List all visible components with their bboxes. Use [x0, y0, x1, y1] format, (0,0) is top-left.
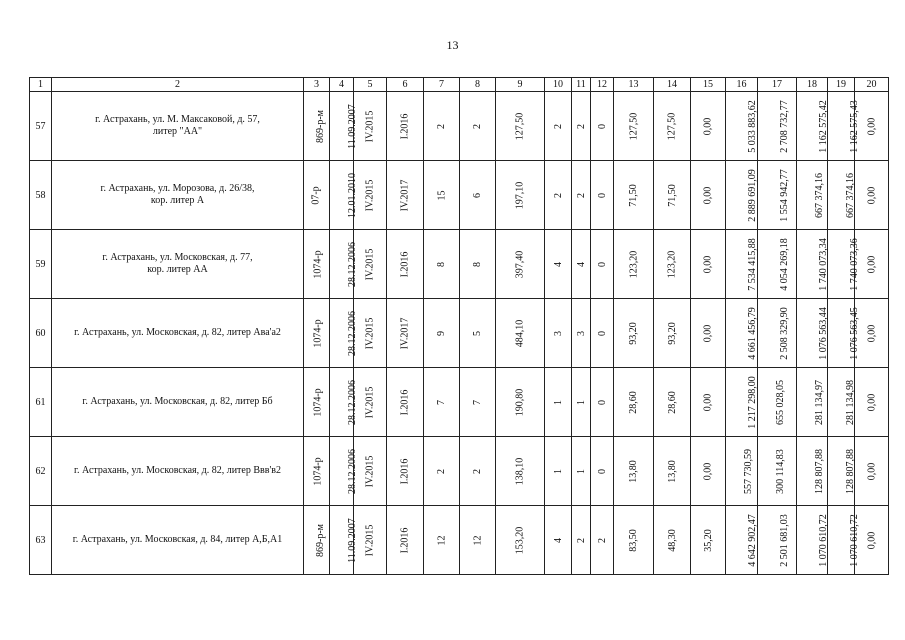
- cell-value: 0,00: [702, 186, 714, 204]
- data-cell: [855, 161, 889, 230]
- cell-value: 13,80: [628, 459, 639, 483]
- cell-value: 281 134,97: [814, 379, 825, 425]
- data-cell: [304, 299, 330, 368]
- data-cell: [614, 161, 654, 230]
- cell-value: 4 642 902,47: [746, 513, 758, 567]
- data-cell: [424, 230, 460, 299]
- header-cell: 7: [424, 78, 460, 92]
- cell-value: 0,00: [866, 393, 877, 411]
- data-cell: [545, 92, 572, 161]
- address-cell: г. Астрахань, ул. Морозова, д. 26/38, кор. литер А: [52, 161, 304, 230]
- cell-value: 0,00: [702, 393, 714, 411]
- data-cell: [591, 92, 614, 161]
- cell-value: 4 661 456,79: [746, 306, 758, 360]
- data-cell: [304, 230, 330, 299]
- cell-value: IV.2015: [364, 179, 376, 211]
- data-cell: [304, 368, 330, 437]
- cell-value: 2: [436, 123, 447, 129]
- cell-value: 1 554 942,77: [778, 168, 790, 222]
- data-cell: [572, 230, 591, 299]
- row-number: 61: [30, 368, 52, 437]
- cell-value: 2: [575, 192, 587, 198]
- data-cell: [460, 368, 496, 437]
- cell-value: 1 070 610,72: [848, 513, 860, 567]
- data-cell: [797, 368, 828, 437]
- data-cell: [354, 299, 387, 368]
- cell-value: I.2016: [399, 458, 411, 484]
- cell-value: 1074-р: [312, 318, 324, 348]
- data-cell: [545, 161, 572, 230]
- data-cell: [828, 368, 855, 437]
- table-row: [30, 92, 889, 161]
- data-cell: [496, 92, 545, 161]
- cell-value: 0: [596, 330, 608, 336]
- data-cell: [691, 368, 726, 437]
- header-cell: 9: [496, 78, 545, 92]
- data-cell: [330, 506, 358, 575]
- cell-value: 28.12.2006: [347, 241, 358, 287]
- cell-value: 83,50: [628, 528, 639, 552]
- cell-value: 2 501 681,03: [778, 513, 790, 567]
- cell-value: IV.2017: [399, 317, 411, 349]
- data-cell: [691, 299, 726, 368]
- data-cell: [387, 299, 424, 368]
- data-cell: [758, 230, 797, 299]
- data-cell: [758, 161, 797, 230]
- cell-value: 197,10: [514, 181, 526, 209]
- data-cell: [691, 437, 726, 506]
- data-cell: [726, 368, 758, 437]
- table-row: [30, 437, 889, 506]
- cell-value: IV.2015: [364, 248, 376, 280]
- cell-value: 1 217 298,00: [746, 375, 758, 429]
- data-cell: [354, 437, 387, 506]
- data-cell: [691, 161, 726, 230]
- header-cell: 18: [797, 78, 828, 92]
- cell-value: 12.01.2010: [347, 172, 358, 218]
- data-cell: [354, 92, 387, 161]
- data-cell: [797, 161, 828, 230]
- table-row: [30, 161, 889, 230]
- data-cell: [591, 161, 614, 230]
- data-cell: [797, 230, 828, 299]
- cell-value: 2: [436, 468, 447, 474]
- header-cell: 4: [330, 78, 354, 92]
- row-number: 60: [30, 299, 52, 368]
- data-cell: [855, 368, 889, 437]
- header-cell: 14: [654, 78, 691, 92]
- cell-value: 0,00: [702, 117, 714, 135]
- cell-value: 7: [436, 399, 447, 405]
- data-cell: [354, 506, 387, 575]
- data-cell: [726, 161, 758, 230]
- data-cell: [797, 299, 828, 368]
- cell-value: 869-р-м: [315, 523, 326, 557]
- data-cell: [496, 368, 545, 437]
- cell-value: IV.2015: [364, 386, 376, 418]
- cell-value: 0: [596, 468, 608, 474]
- data-cell: [545, 299, 572, 368]
- cell-value: 13,80: [666, 459, 678, 483]
- data-cell: [572, 437, 591, 506]
- cell-value: 655 028,05: [775, 379, 786, 425]
- cell-value: 127,50: [666, 112, 678, 140]
- cell-value: 1: [575, 468, 587, 474]
- header-cell: 17: [758, 78, 797, 92]
- header-cell: 2: [52, 78, 304, 92]
- cell-value: 281 134,98: [845, 379, 856, 425]
- cell-value: IV.2015: [364, 317, 376, 349]
- cell-value: I.2016: [399, 527, 411, 553]
- data-cell: [387, 92, 424, 161]
- data-cell: [496, 506, 545, 575]
- cell-value: 123,20: [666, 250, 678, 278]
- cell-value: 2: [575, 537, 587, 543]
- cell-value: 12: [472, 535, 483, 545]
- data-cell: [387, 230, 424, 299]
- data-cell: [828, 437, 855, 506]
- cell-value: 0,00: [866, 186, 877, 204]
- data-cell: [304, 506, 330, 575]
- data-cell: [654, 506, 691, 575]
- cell-value: 484,10: [514, 319, 526, 347]
- address-cell: г. Астрахань, ул. М. Максаковой, д. 57, литер "АА": [52, 92, 304, 161]
- data-cell: [591, 437, 614, 506]
- cell-value: 1074-р: [312, 387, 324, 417]
- address-cell: г. Астрахань, ул. Московская, д. 82, литер Ава'а2: [52, 299, 304, 368]
- data-cell: [614, 506, 654, 575]
- data-cell: [354, 368, 387, 437]
- cell-value: 0,00: [866, 324, 877, 342]
- cell-value: 667 374,16: [814, 172, 825, 218]
- data-cell: [614, 230, 654, 299]
- data-cell: [424, 368, 460, 437]
- data-cell: [460, 299, 496, 368]
- cell-value: 190,80: [514, 388, 526, 416]
- data-cell: [545, 230, 572, 299]
- header-cell: 10: [545, 78, 572, 92]
- header-cell: 11: [572, 78, 591, 92]
- data-cell: [726, 230, 758, 299]
- data-cell: [387, 368, 424, 437]
- data-cell: [828, 230, 860, 299]
- page-number: 13: [446, 38, 459, 52]
- data-cell: [496, 161, 545, 230]
- data-cell: [726, 506, 758, 575]
- cell-value: 397,40: [514, 250, 526, 278]
- cell-value: I.2016: [399, 113, 411, 139]
- cell-value: 11.09.2007: [346, 103, 358, 149]
- cell-value: 2 508 329,90: [778, 306, 790, 360]
- cell-value: 1: [552, 468, 564, 474]
- cell-value: 300 114,83: [774, 448, 786, 494]
- data-cell: [330, 161, 358, 230]
- header-row: [30, 78, 889, 92]
- cell-value: 48,30: [666, 528, 678, 552]
- housing-program-table: [29, 77, 889, 575]
- cell-value: 5: [472, 330, 483, 336]
- data-cell: [424, 299, 460, 368]
- cell-value: IV.2015: [364, 455, 376, 487]
- cell-value: 1074-р: [312, 249, 324, 279]
- data-cell: [460, 161, 496, 230]
- cell-value: I.2016: [399, 251, 411, 277]
- data-cell: [572, 368, 591, 437]
- row-number: 57: [30, 92, 52, 161]
- data-cell: [614, 437, 654, 506]
- cell-value: 11.09.2007: [346, 517, 358, 563]
- cell-value: 8: [472, 261, 483, 267]
- data-cell: [797, 437, 828, 506]
- cell-value: 12: [436, 535, 447, 545]
- address-cell: г. Астрахань, ул. Московская, д. 82, литер Бб: [52, 368, 304, 437]
- cell-value: 1 070 610,72: [817, 513, 829, 567]
- data-cell: [797, 506, 828, 575]
- data-cell: [496, 230, 545, 299]
- data-cell: [614, 92, 654, 161]
- data-cell: [304, 92, 330, 161]
- cell-value: 153,20: [514, 526, 526, 554]
- data-cell: [572, 92, 591, 161]
- header-cell: 6: [387, 78, 424, 92]
- table-row: [30, 506, 889, 575]
- data-cell: [654, 230, 691, 299]
- data-cell: [496, 299, 545, 368]
- header-cell: 8: [460, 78, 496, 92]
- data-cell: [330, 299, 358, 368]
- data-cell: [460, 92, 496, 161]
- data-cell: [828, 506, 860, 575]
- cell-value: 2 708 732,77: [778, 99, 790, 153]
- data-cell: [591, 506, 614, 575]
- data-cell: [726, 299, 758, 368]
- cell-value: 71,50: [628, 183, 639, 207]
- header-cell: 12: [591, 78, 614, 92]
- data-cell: [691, 506, 726, 575]
- cell-value: 2: [575, 123, 587, 129]
- data-cell: [726, 92, 758, 161]
- cell-value: 0,00: [702, 324, 714, 342]
- data-cell: [354, 230, 387, 299]
- cell-value: 28,60: [666, 390, 678, 414]
- cell-value: 0,00: [866, 117, 877, 135]
- cell-value: 4: [552, 537, 564, 543]
- cell-value: 4 054 269,18: [778, 237, 790, 291]
- header-cell: 20: [855, 78, 889, 92]
- cell-value: 1 076 563,45: [848, 306, 860, 360]
- cell-value: 1 162 575,43: [848, 99, 860, 153]
- cell-value: 71,50: [666, 183, 678, 207]
- data-cell: [855, 437, 889, 506]
- cell-value: 28.12.2006: [347, 448, 358, 494]
- data-cell: [758, 368, 797, 437]
- data-cell: [424, 161, 460, 230]
- data-cell: [545, 506, 572, 575]
- cell-value: 2: [472, 468, 483, 474]
- header-cell: 13: [614, 78, 654, 92]
- cell-value: 557 730,59: [743, 448, 754, 494]
- cell-value: 2: [596, 537, 608, 543]
- cell-value: 128 807,88: [814, 448, 825, 494]
- data-cell: [726, 437, 758, 506]
- cell-value: 93,20: [628, 321, 639, 345]
- cell-value: 1 162 575,42: [817, 99, 829, 153]
- cell-value: IV.2015: [364, 110, 376, 142]
- data-cell: [797, 92, 828, 161]
- data-cell: [614, 299, 654, 368]
- cell-value: 8: [436, 261, 447, 267]
- cell-value: 2 889 691,09: [746, 168, 758, 222]
- data-cell: [654, 92, 691, 161]
- cell-value: 1 740 073,34: [817, 237, 829, 291]
- cell-value: 28,60: [628, 390, 639, 414]
- cell-value: IV.2017: [399, 179, 411, 211]
- cell-value: IV.2015: [364, 524, 376, 556]
- table-row: [30, 368, 889, 437]
- cell-value: 35,20: [702, 528, 714, 552]
- data-cell: [828, 92, 860, 161]
- cell-value: 28.12.2006: [347, 379, 358, 425]
- cell-value: 7: [472, 399, 483, 405]
- cell-value: 127,50: [628, 112, 639, 140]
- cell-value: 07-р: [311, 185, 322, 205]
- data-cell: [691, 230, 726, 299]
- cell-value: 0,00: [866, 462, 877, 480]
- data-cell: [691, 92, 726, 161]
- data-cell: [304, 161, 330, 230]
- cell-value: 7 534 415,88: [746, 237, 758, 291]
- header-cell: 15: [691, 78, 726, 92]
- cell-value: 0,00: [866, 255, 877, 273]
- cell-value: 667 374,16: [845, 172, 856, 218]
- address-cell: г. Астрахань, ул. Московская, д. 82, литер Ввв'в2: [52, 437, 304, 506]
- cell-value: 869-р-м: [315, 109, 326, 143]
- data-cell: [654, 437, 691, 506]
- data-cell: [496, 437, 545, 506]
- data-cell: [387, 437, 424, 506]
- row-number: 58: [30, 161, 52, 230]
- data-cell: [330, 230, 358, 299]
- cell-value: 0,00: [702, 255, 714, 273]
- data-cell: [591, 230, 614, 299]
- header-cell: 16: [726, 78, 758, 92]
- cell-value: 138,10: [514, 457, 526, 485]
- data-cell: [828, 299, 860, 368]
- header-cell: 5: [354, 78, 387, 92]
- data-cell: [572, 161, 591, 230]
- cell-value: 0,00: [866, 531, 877, 549]
- cell-value: 127,50: [514, 112, 526, 140]
- cell-value: 0: [596, 399, 608, 405]
- cell-value: 6: [472, 192, 483, 198]
- cell-value: I.2016: [399, 389, 411, 415]
- data-cell: [424, 92, 460, 161]
- header-cell: 1: [30, 78, 52, 92]
- table-row: [30, 230, 889, 299]
- data-cell: [330, 437, 358, 506]
- header-cell: 3: [304, 78, 330, 92]
- data-cell: [828, 161, 855, 230]
- cell-value: 0: [596, 192, 608, 198]
- data-cell: [387, 161, 424, 230]
- cell-value: 93,20: [666, 321, 678, 345]
- cell-value: 2: [472, 123, 483, 129]
- address-cell: г. Астрахань, ул. Московская, д. 77, кор. литер АА: [52, 230, 304, 299]
- data-cell: [614, 368, 654, 437]
- cell-value: 1: [552, 399, 564, 405]
- header-cell: 19: [828, 78, 855, 92]
- cell-value: 4: [575, 261, 587, 267]
- cell-value: 15: [436, 190, 447, 200]
- data-cell: [424, 437, 460, 506]
- cell-value: 3: [552, 330, 564, 336]
- cell-value: 4: [552, 261, 564, 267]
- data-cell: [545, 437, 572, 506]
- address-cell: г. Астрахань, ул. Московская, д. 84, литер А,Б,А1: [52, 506, 304, 575]
- data-cell: [654, 161, 691, 230]
- data-cell: [387, 506, 424, 575]
- data-cell: [591, 299, 614, 368]
- data-cell: [460, 437, 496, 506]
- cell-value: 2: [552, 123, 564, 129]
- data-cell: [758, 437, 797, 506]
- row-number: 62: [30, 437, 52, 506]
- data-cell: [460, 506, 496, 575]
- cell-value: 2: [552, 192, 564, 198]
- row-number: 59: [30, 230, 52, 299]
- cell-value: 128 807,88: [845, 448, 856, 494]
- table-row: [30, 299, 889, 368]
- data-cell: [424, 506, 460, 575]
- cell-value: 3: [575, 330, 587, 336]
- data-cell: [545, 368, 572, 437]
- cell-value: 1074-р: [312, 456, 324, 486]
- cell-value: 0,00: [702, 462, 714, 480]
- data-cell: [591, 368, 614, 437]
- data-cell: [654, 368, 691, 437]
- cell-value: 0: [596, 261, 608, 267]
- row-number: 63: [30, 506, 52, 575]
- data-cell: [572, 506, 591, 575]
- cell-value: 1 076 563,44: [817, 306, 829, 360]
- cell-value: 0: [596, 123, 608, 129]
- data-cell: [572, 299, 591, 368]
- cell-value: 9: [436, 330, 447, 336]
- data-cell: [654, 299, 691, 368]
- data-cell: [304, 437, 330, 506]
- data-cell: [330, 92, 358, 161]
- data-cell: [758, 299, 797, 368]
- cell-value: 123,20: [628, 250, 639, 278]
- data-cell: [354, 161, 387, 230]
- data-cell: [758, 92, 797, 161]
- cell-value: 5 033 883,62: [746, 99, 758, 153]
- data-cell: [758, 506, 797, 575]
- cell-value: 28.12.2006: [347, 310, 358, 356]
- cell-value: 1 740 073,36: [848, 237, 860, 291]
- data-cell: [460, 230, 496, 299]
- cell-value: 1: [575, 399, 587, 405]
- data-cell: [330, 368, 358, 437]
